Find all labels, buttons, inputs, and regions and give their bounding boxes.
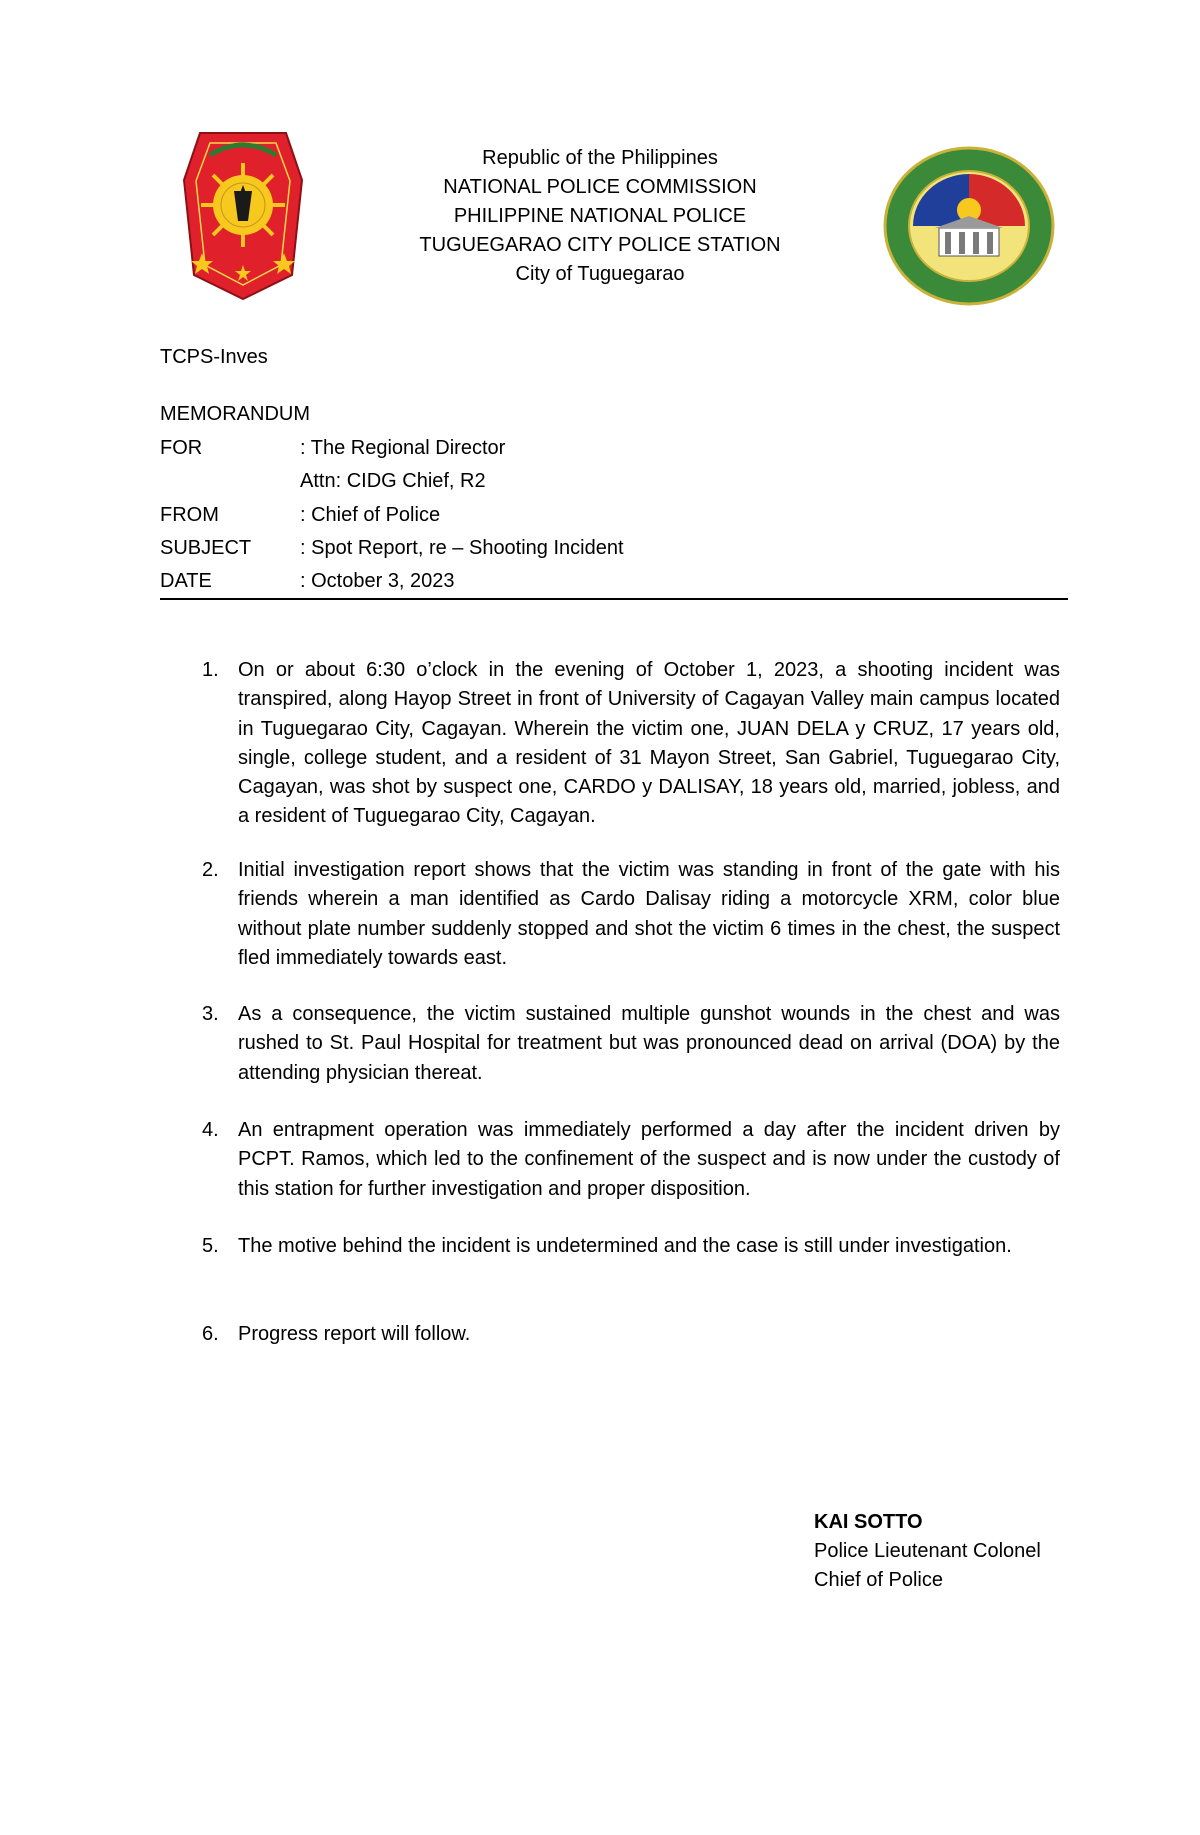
paragraph-text: An entrapment operation was immediately performed a day after the incident driven by PCPT. Ramos, which led to the confinement of the suspect and is now under the custody of this station for further investigation and proper disposition. [238, 1119, 1060, 1200]
signature-block [814, 1508, 1041, 1595]
memo-from-label: FROM [160, 504, 219, 526]
memo-from-row [160, 504, 440, 527]
paragraph-text: On or about 6:30 o’clock in the evening of October 1, 2023, a shooting incident was transpired, along Hayop Street in front of University of Cagayan Valley main campus located in Tuguegarao City, Cagayan. Wherein the victim one, JUAN DELA y CRUZ, 17 years old, single, college student, and a resident of 31 Mayon Street, San Gabriel, Tuguegarao City, Cagayan, was shot by suspect one, CARDO y DALISAY, 18 years old, married, jobless, and a resident of Tuguegarao City, Cagayan. [238, 659, 1060, 828]
paragraph-number: 1. [202, 659, 219, 681]
letterhead-line-republic: Republic of the Philippines [482, 147, 718, 169]
letterhead-line-napolcom: NATIONAL POLICE COMMISSION [443, 176, 757, 198]
paragraph-text: Progress report will follow. [238, 1323, 471, 1345]
paragraph-text: The motive behind the incident is undetermined and the case is still under investigation. [238, 1235, 1012, 1257]
header-divider [160, 598, 1068, 600]
paragraph-text: As a consequence, the victim sustained multiple gunshot wounds in the chest and was rushed to St. Paul Hospital for treatment but was pronounced dead on arrival (DOA) by the attending physician thereat. [238, 1003, 1060, 1084]
memo-from-value: : Chief of Police [300, 504, 441, 526]
paragraph-number: 4. [202, 1119, 219, 1141]
paragraph-number: 6. [202, 1323, 219, 1345]
signatory-rank: Police Lieutenant Colonel [814, 1540, 1041, 1562]
memo-subject-row [160, 537, 624, 560]
letterhead-line-station: TUGUEGARAO CITY POLICE STATION [419, 234, 781, 256]
memo-title: MEMORANDUM [160, 403, 310, 425]
memo-subject-value: : Spot Report, re – Shooting Incident [300, 537, 624, 559]
memo-for-label: FOR [160, 437, 203, 459]
memo-date-label: DATE [160, 570, 212, 592]
memo-date-value: : October 3, 2023 [300, 570, 455, 592]
signatory-position: Chief of Police [814, 1569, 943, 1591]
paragraph-number: 3. [202, 1003, 219, 1025]
memo-attn-value: Attn: CIDG Chief, R2 [300, 470, 486, 492]
letterhead-line-city: City of Tuguegarao [515, 263, 685, 285]
reference-code: TCPS-Inves [160, 346, 268, 368]
letterhead [300, 144, 900, 289]
memo-subject-label: SUBJECT [160, 537, 252, 559]
pnp-seal-icon [180, 125, 306, 301]
paragraph-number: 2. [202, 859, 219, 881]
memo-date-row [160, 570, 455, 593]
letterhead-line-pnp: PHILIPPINE NATIONAL POLICE [453, 205, 747, 227]
memo-for-row [160, 437, 505, 460]
memo-for-value: : The Regional Director [300, 437, 506, 459]
signatory-name: KAI SOTTO [814, 1511, 923, 1533]
tuguegarao-city-seal-icon [883, 146, 1055, 306]
paragraph-text: Initial investigation report shows that the victim was standing in front of the gate with his friends wherein a man identified as Cardo Dalisay riding a motorcycle XRM, color blue without plate number suddenly stopped and shot the victim 6 times in the chest, the suspect fled immediately towards east. [238, 859, 1060, 969]
paragraph-number: 5. [202, 1235, 219, 1257]
